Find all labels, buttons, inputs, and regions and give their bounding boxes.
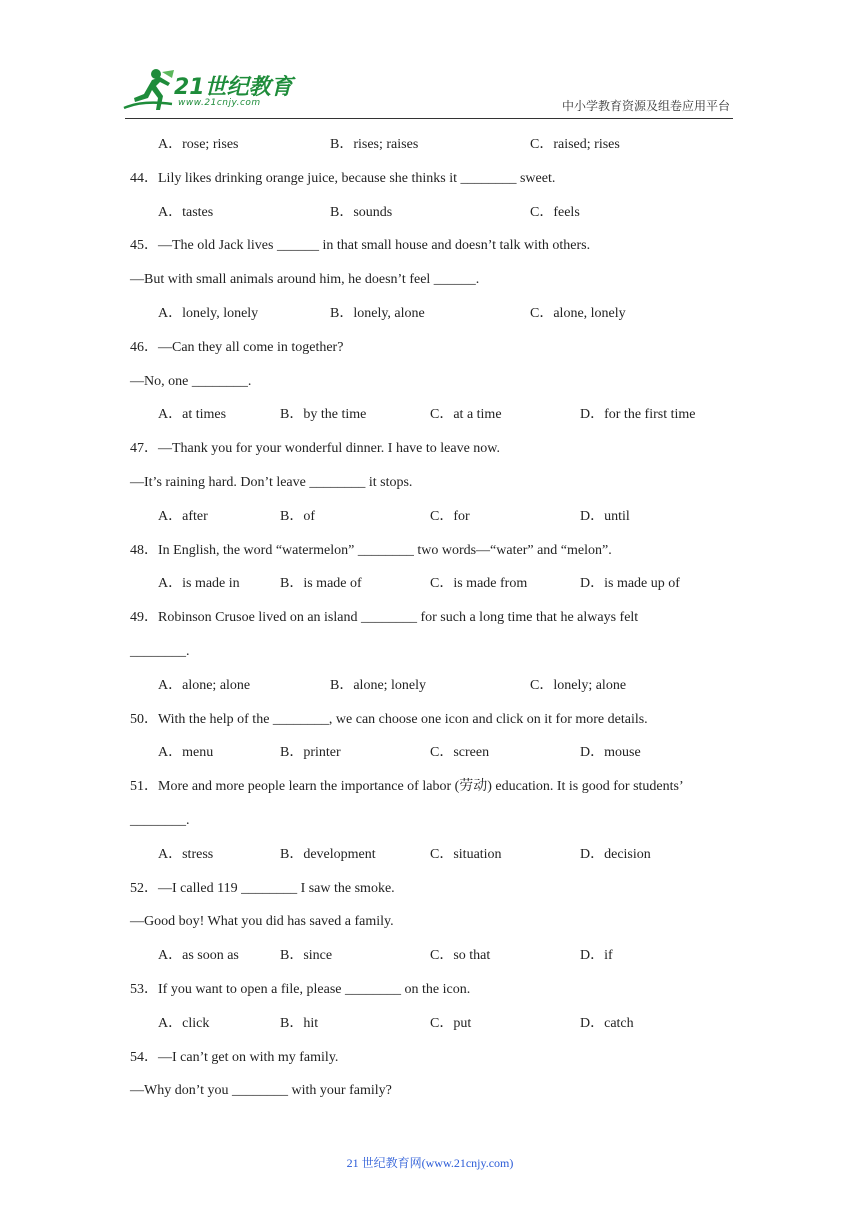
answer-option: D．catch xyxy=(580,1015,634,1031)
answer-option: C．for xyxy=(430,508,470,524)
footer-text: 21 世纪教育网(www.21cnjy.com) xyxy=(346,1156,514,1170)
answer-option: A．is made in xyxy=(158,576,240,592)
logo-url: www.21cnjy.com xyxy=(178,98,261,108)
answer-option: A．rose; rises xyxy=(158,137,239,152)
answer-option: C．situation xyxy=(430,846,502,862)
answer-option: D．mouse xyxy=(580,745,641,761)
question-line: 53．If you want to open a file, please ________ on the icon. xyxy=(130,982,471,997)
question-line: 51．More and more people learn the importance of labor (劳动) education. It is good for students’ xyxy=(130,779,684,795)
answer-option: B．is made of xyxy=(280,576,362,592)
question-line: 45．—The old Jack lives ______ in that small house and doesn’t talk with others. xyxy=(130,238,591,254)
answer-option: B．since xyxy=(280,948,333,964)
answer-option: C．put xyxy=(430,1015,472,1031)
question-line: —Why don’t you ________ with your family? xyxy=(130,1083,392,1099)
question-line: 49．Robinson Crusoe lived on an island ________ for such a long time that he always felt xyxy=(130,610,639,626)
answer-option: A．as soon as xyxy=(158,948,239,964)
answer-option: C．screen xyxy=(430,745,490,761)
answer-option: D．is made up of xyxy=(580,576,680,592)
question-line: —It’s raining hard. Don’t leave ________ it stops. xyxy=(130,475,413,490)
question-line: —But with small animals around him, he doesn’t feel ______. xyxy=(130,272,480,288)
answer-option: B．rises; raises xyxy=(330,137,419,152)
question-line: 54．—I can’t get on with my family. xyxy=(130,1049,339,1065)
logo-text: 21世纪教育 xyxy=(174,75,293,100)
answer-option: B．alone; lonely xyxy=(330,677,427,693)
header-platform-text: 中小学教育资源及组卷应用平台 xyxy=(561,99,730,113)
question-line: 44．Lily likes drinking orange juice, because she thinks it ________ sweet. xyxy=(130,170,556,186)
answer-option: C．so that xyxy=(430,948,491,964)
answer-option: D．for the first time xyxy=(580,407,696,423)
question-line: 47．—Thank you for your wonderful dinner. I have to leave now. xyxy=(130,441,500,457)
runner-logo-icon xyxy=(122,68,178,114)
answer-option: C．raised; rises xyxy=(530,137,620,152)
answer-option: C．feels xyxy=(530,204,580,220)
answer-option: A．stress xyxy=(158,846,214,862)
question-line: 48．In English, the word “watermelon” ________ two words—“water” and “melon”. xyxy=(130,542,612,558)
answer-option: D．until xyxy=(580,508,630,524)
site-logo xyxy=(122,68,292,116)
answer-option: C．alone, lonely xyxy=(530,306,626,321)
answer-option: B．printer xyxy=(280,745,341,761)
page-header xyxy=(0,0,860,125)
answer-option: B．lonely, alone xyxy=(330,306,425,321)
answer-option: A．at times xyxy=(158,407,227,423)
answer-option: A．click xyxy=(158,1015,210,1031)
question-line: —No, one ________. xyxy=(130,373,252,389)
answer-option: B．hit xyxy=(280,1015,319,1031)
question-line: 46．—Can they all come in together? xyxy=(130,339,344,355)
answer-option: A．alone; alone xyxy=(158,677,251,693)
page-footer xyxy=(0,1154,860,1171)
answer-option: D．if xyxy=(580,948,613,964)
answer-option: D．decision xyxy=(580,846,651,862)
answer-option: B．development xyxy=(280,846,376,862)
answer-option: C．is made from xyxy=(430,576,528,592)
question-line: ________. xyxy=(130,813,190,828)
answer-option: B．of xyxy=(280,508,315,524)
answer-option: C．at a time xyxy=(430,407,502,423)
question-line: 50．With the help of the ________, we can choose one icon and click on it for more details. xyxy=(130,711,648,727)
question-line: —Good boy! What you did has saved a family. xyxy=(130,914,394,930)
answer-option: B．sounds xyxy=(330,204,393,220)
answer-option: A．after xyxy=(158,508,208,524)
header-divider xyxy=(125,118,733,119)
answer-option: A．tastes xyxy=(158,204,214,220)
answer-option: A．lonely, lonely xyxy=(158,306,259,321)
answer-option: B．by the time xyxy=(280,407,367,423)
answer-option: C．lonely; alone xyxy=(530,677,627,693)
question-line: ________. xyxy=(130,644,190,659)
question-line: 52．—I called 119 ________ I saw the smoke. xyxy=(130,880,395,896)
answer-option: A．menu xyxy=(158,745,214,761)
